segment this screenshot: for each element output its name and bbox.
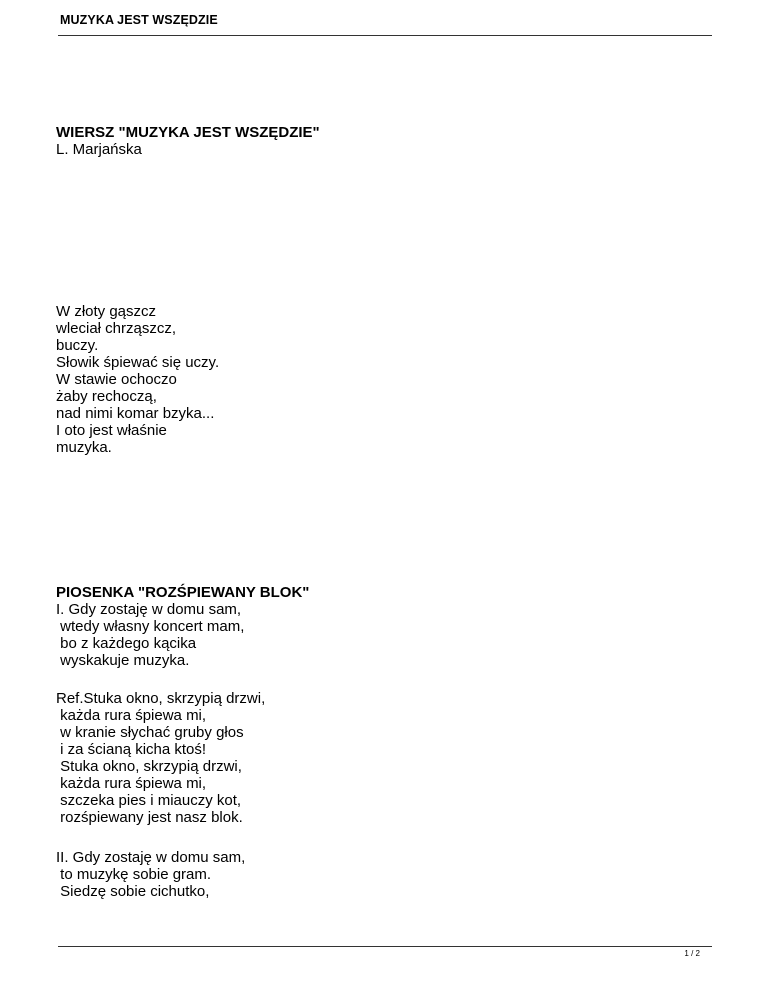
header-title: MUZYKA JEST WSZĘDZIE [60, 13, 218, 27]
song-line: to muzykę sobie gram. [56, 866, 212, 883]
song-verse-2 [56, 849, 245, 900]
song-title-block [56, 584, 309, 601]
song-line: i za ścianą kicha ktoś! [56, 741, 207, 758]
song-verse-1 [56, 601, 244, 669]
song-line: II. Gdy zostaję w domu sam, [56, 849, 246, 866]
poem-line: nad nimi komar bzyka... [56, 405, 215, 422]
page-header [58, 0, 712, 36]
poem-line: żaby rechoczą, [56, 388, 157, 405]
poem-line: muzyka. [56, 439, 112, 456]
poem-title: WIERSZ "MUZYKA JEST WSZĘDZIE" [56, 124, 320, 141]
song-line: wyskakuje muzyka. [56, 652, 190, 669]
poem-line: W złoty gąszcz [56, 303, 157, 320]
song-line: każda rura śpiewa mi, [56, 707, 207, 724]
song-refrain [56, 690, 265, 826]
poem-line: I oto jest właśnie [56, 422, 167, 439]
song-line: Ref.Stuka okno, skrzypią drzwi, [56, 690, 266, 707]
poem-line: buczy. [56, 337, 99, 354]
song-line: bo z każdego kącika [56, 635, 197, 652]
song-line: rozśpiewany jest nasz blok. [56, 809, 243, 826]
poem-heading-block [56, 124, 320, 158]
song-line: szczeka pies i miauczy kot, [56, 792, 242, 809]
song-line: Siedzę sobie cichutko, [56, 883, 210, 900]
song-line: w kranie słychać gruby głos [56, 724, 244, 741]
song-line: Stuka okno, skrzypią drzwi, [56, 758, 242, 775]
song-line: każda rura śpiewa mi, [56, 775, 207, 792]
poem-body [56, 303, 219, 456]
page-footer [58, 946, 712, 958]
song-line: wtedy własny koncert mam, [56, 618, 245, 635]
poem-line: W stawie ochoczo [56, 371, 177, 388]
page-number: 1 / 2 [684, 949, 700, 958]
song-title: PIOSENKA "ROZŚPIEWANY BLOK" [56, 584, 310, 601]
poem-author: L. Marjańska [56, 141, 142, 158]
song-line: I. Gdy zostaję w domu sam, [56, 601, 242, 618]
poem-line: wleciał chrząszcz, [56, 320, 177, 337]
poem-line: Słowik śpiewać się uczy. [56, 354, 220, 371]
